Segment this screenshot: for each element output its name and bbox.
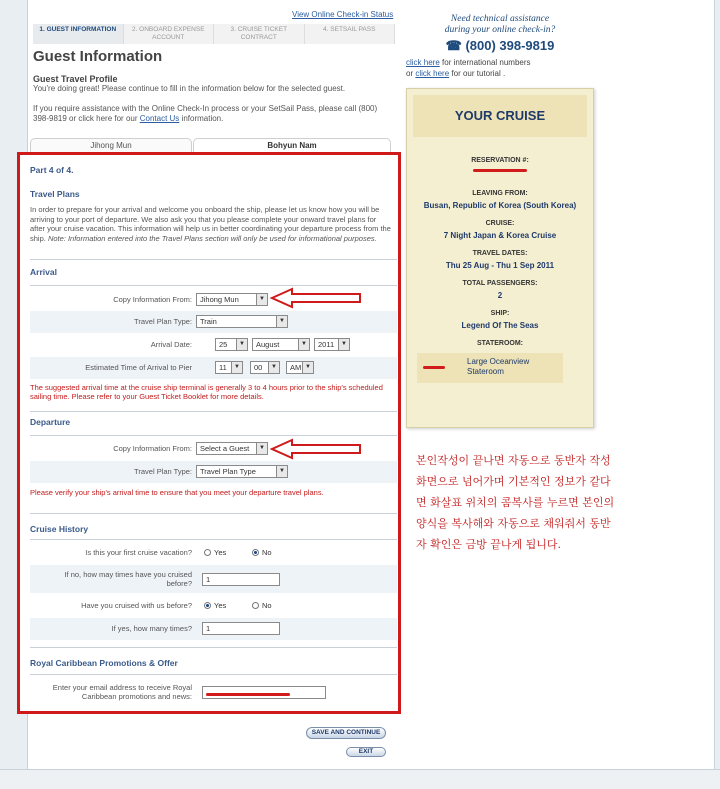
select-value: 25 bbox=[219, 340, 228, 349]
arrival-minute-select[interactable] bbox=[250, 361, 280, 374]
step-cruise-ticket[interactable] bbox=[214, 24, 305, 44]
departure-copy-select[interactable] bbox=[196, 442, 268, 455]
times-cruised-row bbox=[30, 565, 397, 593]
select-value: 00 bbox=[254, 363, 263, 372]
step-label: SETSAIL PASS bbox=[330, 26, 376, 33]
highlight-box bbox=[17, 152, 401, 714]
arrival-year-select[interactable] bbox=[314, 338, 350, 351]
times-with-us-label: If yes, how many times? bbox=[111, 624, 192, 633]
redaction-mark bbox=[206, 693, 290, 696]
status-bar bbox=[0, 769, 720, 789]
arrival-hour-select[interactable] bbox=[215, 361, 243, 374]
profile-heading: Guest Travel Profile bbox=[33, 74, 118, 84]
cruise-history-heading: Cruise History bbox=[30, 524, 89, 534]
cruised-with-us-yes[interactable] bbox=[204, 601, 226, 610]
radio-label: No bbox=[262, 548, 272, 557]
guest-tab-jihong[interactable]: Jihong Mun bbox=[30, 138, 192, 154]
dates-label: TRAVEL DATES: bbox=[472, 250, 528, 257]
check-in-status-link[interactable]: View Online Check-in Status bbox=[292, 10, 394, 19]
passengers-label: TOTAL PASSENGERS: bbox=[462, 280, 538, 287]
step-guest-information[interactable] bbox=[33, 24, 124, 44]
departure-plan-type-row bbox=[30, 461, 397, 483]
radio-label: Yes bbox=[214, 548, 227, 557]
divider bbox=[30, 259, 397, 260]
step-num: 2. bbox=[131, 26, 138, 33]
first-cruise-no[interactable] bbox=[252, 548, 272, 557]
phone-number: (800) 398-9819 bbox=[465, 38, 555, 53]
window-scrollbar[interactable] bbox=[714, 0, 720, 789]
arrival-ampm-select[interactable] bbox=[286, 361, 314, 374]
step-num: 4. bbox=[323, 26, 329, 33]
your-cruise-card bbox=[406, 88, 594, 428]
assist-links bbox=[406, 57, 594, 79]
help-text bbox=[33, 104, 393, 124]
times-with-us-input[interactable]: 1 bbox=[202, 622, 280, 635]
contact-us-link[interactable]: Contact Us bbox=[139, 114, 180, 123]
chevron-down-icon: ▼ bbox=[302, 362, 313, 373]
red-arrow-icon bbox=[270, 287, 362, 309]
travel-plans-heading: Travel Plans bbox=[30, 189, 80, 199]
links-text: for international numbers bbox=[442, 58, 531, 67]
cruise-value: 7 Night Japan & Korea Cruise bbox=[443, 231, 557, 240]
ship-value: Legend Of The Seas bbox=[461, 321, 539, 330]
stateroom-label: STATEROOM: bbox=[476, 340, 523, 347]
step-onboard-expense[interactable] bbox=[124, 24, 215, 44]
departure-copy-label: Copy Information From: bbox=[113, 444, 192, 453]
select-value: Travel Plan Type bbox=[200, 467, 256, 476]
international-numbers-link[interactable]: click here bbox=[406, 58, 440, 67]
cruised-with-us-no[interactable] bbox=[252, 601, 272, 610]
part-label: Part 4 of 4. bbox=[30, 165, 74, 175]
dates-value: Thu 25 Aug - Thu 1 Sep 2011 bbox=[445, 261, 555, 270]
chevron-down-icon: ▼ bbox=[298, 339, 309, 350]
help-post: information. bbox=[181, 114, 224, 123]
departure-plan-type-label: Travel Plan Type: bbox=[134, 467, 192, 476]
select-value: Select a Guest bbox=[200, 444, 250, 453]
departure-heading: Departure bbox=[30, 417, 71, 427]
assist-phone bbox=[406, 38, 594, 54]
assist-line2: during your online check-in? bbox=[444, 25, 556, 35]
stateroom-value: Large Oceanview Stateroom bbox=[467, 357, 530, 376]
cruise-card-title: YOUR CRUISE bbox=[413, 95, 587, 137]
step-num: 1. bbox=[39, 26, 45, 33]
assist-panel bbox=[406, 14, 594, 79]
arrival-copy-label: Copy Information From: bbox=[113, 295, 192, 304]
desc-note: Note: Information entered into the Travel Plans section will only be used for informational purposes. bbox=[47, 233, 377, 243]
divider bbox=[30, 674, 397, 675]
chevron-down-icon: ▼ bbox=[236, 339, 247, 350]
desc-main: In order to prepare for your arrival and welcome you onboard the ship, please let us know how you will be arriving to your port of departure. We also ask you that you please complete your onward travel plans for after your cruise vacation. This information will help us in better coordinating your departure process from the ship. bbox=[30, 205, 391, 243]
cruised-with-us-label: Have you cruised with us before? bbox=[81, 601, 192, 610]
arrival-time-row bbox=[30, 357, 397, 379]
links-text: for our tutorial . bbox=[451, 69, 506, 78]
help-pre: If you require assistance with the Online Check-In process or your SetSail Pass, please call (800) 398-9819 or click here for our bbox=[33, 104, 378, 123]
first-cruise-yes[interactable] bbox=[204, 548, 226, 557]
progress-steps bbox=[33, 24, 395, 44]
chevron-down-icon: ▼ bbox=[256, 443, 267, 454]
arrival-time-label: Estimated Time of Arrival to Pier bbox=[85, 363, 192, 372]
select-value: 2011 bbox=[318, 340, 335, 349]
arrival-month-select[interactable] bbox=[252, 338, 310, 351]
select-value: August bbox=[256, 340, 280, 349]
save-and-continue-button[interactable]: SAVE AND CONTINUE bbox=[306, 727, 386, 739]
select-value: Jihong Mun bbox=[200, 295, 239, 304]
radio-no[interactable] bbox=[252, 549, 259, 556]
arrival-plan-type-select[interactable] bbox=[196, 315, 288, 328]
arrival-date-row bbox=[30, 334, 397, 356]
arrival-date-label: Arrival Date: bbox=[150, 340, 192, 349]
arrival-heading: Arrival bbox=[30, 267, 57, 277]
divider bbox=[30, 411, 397, 412]
passengers-value: 2 bbox=[497, 291, 503, 300]
radio-label: No bbox=[262, 601, 272, 610]
step-label: GUEST INFORMATION bbox=[46, 26, 117, 33]
email-row bbox=[30, 678, 397, 706]
step-num: 3. bbox=[230, 26, 236, 33]
links-or: or bbox=[406, 69, 414, 78]
times-cruised-input[interactable]: 1 bbox=[202, 573, 280, 586]
times-with-us-row bbox=[30, 618, 397, 640]
redaction-mark bbox=[473, 169, 527, 172]
reservation-label: RESERVATION #: bbox=[471, 157, 529, 164]
promotions-heading: Royal Caribbean Promotions & Offer bbox=[30, 658, 178, 668]
arrival-plan-type-row bbox=[30, 311, 397, 333]
chevron-down-icon: ▼ bbox=[231, 362, 242, 373]
chevron-down-icon: ▼ bbox=[268, 362, 279, 373]
step-label: ONBOARD EXPENSE ACCOUNT bbox=[139, 26, 205, 41]
divider bbox=[30, 539, 397, 540]
assist-line1: Need technical assistance bbox=[450, 14, 550, 24]
leaving-label: LEAVING FROM: bbox=[472, 190, 528, 197]
divider bbox=[30, 285, 397, 286]
divider bbox=[30, 513, 397, 514]
chevron-down-icon: ▼ bbox=[276, 466, 287, 477]
radio-no[interactable] bbox=[252, 602, 259, 609]
cruise-label: CRUISE: bbox=[485, 220, 515, 227]
guest-tab-bohyun[interactable]: Bohyun Nam bbox=[193, 138, 391, 154]
profile-text: You're doing great! Please continue to fill in the information below for the selected guest. bbox=[33, 84, 346, 93]
exit-button[interactable]: EXIT bbox=[346, 747, 386, 757]
select-value: AM bbox=[290, 363, 302, 372]
red-arrow-icon bbox=[270, 438, 362, 460]
page-title: Guest Information bbox=[33, 48, 163, 65]
departure-plan-type-select[interactable] bbox=[196, 465, 288, 478]
step-label: CRUISE TICKET CONTRACT bbox=[237, 26, 288, 41]
divider bbox=[30, 435, 397, 436]
arrival-copy-select[interactable] bbox=[196, 293, 268, 306]
first-cruise-label: Is this your first cruise vacation? bbox=[85, 548, 192, 557]
departure-note: Please verify your ship's arrival time to ensure that you meet your departure travel plans. bbox=[30, 488, 324, 497]
select-value: Train bbox=[200, 317, 217, 326]
email-label: Enter your email address to receive Royal Caribbean promotions and news: bbox=[52, 683, 192, 701]
step-setsail-pass[interactable] bbox=[305, 24, 396, 44]
arrival-note: The suggested arrival time at the cruise ship terminal is generally 3 to 4 hours prior to the ship's scheduled sailing time. Please refer to your Guest Ticket Booklet for more details. bbox=[30, 383, 383, 401]
cruised-with-us-row bbox=[30, 595, 397, 617]
radio-yes[interactable] bbox=[204, 602, 211, 609]
arrival-day-select[interactable] bbox=[215, 338, 248, 351]
travel-plans-desc bbox=[30, 205, 392, 243]
radio-yes[interactable] bbox=[204, 549, 211, 556]
times-cruised-label: If no, how may times have you cruised before? bbox=[64, 570, 192, 588]
leaving-value: Busan, Republic of Korea (South Korea) bbox=[423, 201, 577, 210]
divider bbox=[30, 647, 397, 648]
radio-label: Yes bbox=[214, 601, 227, 610]
arrival-plan-type-label: Travel Plan Type: bbox=[134, 317, 192, 326]
chevron-down-icon: ▼ bbox=[256, 294, 267, 305]
korean-annotation: 본인작성이 끝나면 자동으로 동반자 작성화면으로 넘어가며 기본적인 정보가 같다면 화살표 위치의 콤복사를 누르면 본인의 양식을 복사해와 자동으로 채워줘서 동반자 확인은 금방 끝나게 됩니다. bbox=[416, 454, 615, 551]
select-value: 11 bbox=[219, 363, 227, 372]
chevron-down-icon: ▼ bbox=[338, 339, 349, 350]
tutorial-link[interactable]: click here bbox=[415, 69, 450, 78]
ship-label: SHIP: bbox=[490, 310, 510, 317]
stateroom-box bbox=[417, 353, 563, 383]
chevron-down-icon: ▼ bbox=[276, 316, 287, 327]
redaction-mark bbox=[423, 366, 445, 369]
phone-icon: ☎ bbox=[445, 38, 462, 53]
first-cruise-row bbox=[30, 542, 397, 564]
